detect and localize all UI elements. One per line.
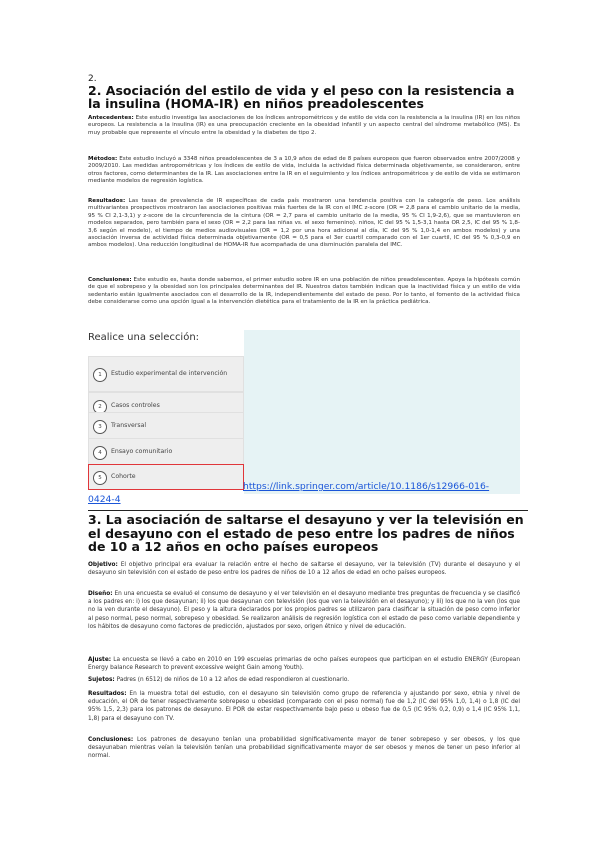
selection-prompt: Realice una selección: xyxy=(88,332,200,343)
ajuste-label: Ajuste: xyxy=(88,657,112,663)
metodos-text: Este estudio incluyó a 3348 niños preadolescentes de 3 a 10,9 años de edad de 8 países europeos que fueron observados entre 2007/2008 y 2009/2010. Las medidas antropométricas y los índices de estilo de vida, incluida la actividad física determinada objetivamente, se consideraron, entre otros factores, como determinantes de la IR. Las asociaciones entre la IR en el seguimiento y los índices antropométricos y de estilo de vida se estimaron mediante modelos de regresión logística. xyxy=(88,156,520,185)
option-label: Transversal xyxy=(111,422,147,429)
conclusiones-label: Conclusiones: xyxy=(88,737,134,743)
diseno-label: Diseño: xyxy=(88,591,113,597)
option-5-selected[interactable] xyxy=(88,464,244,490)
option-number: 3 xyxy=(93,420,107,434)
option-number: 1 xyxy=(93,368,107,382)
antecedentes-label: Antecedentes: xyxy=(88,115,134,121)
option-label: Cohorte xyxy=(111,473,136,480)
option-label: Casos controles xyxy=(111,402,160,409)
option-number: 2 xyxy=(93,400,107,414)
section3-ajuste xyxy=(88,656,520,672)
option-3[interactable] xyxy=(88,412,244,440)
diseno-text: En una encuesta se evaluó el consumo de desayuno y el ver televisión en el desayuno mediante tres preguntas de frecuencia y se clasificó a los padres en: i) los que desayunan; ii) los que desayunan con televisión (los que ven la televisión en el desayuno); y iii) los que no la ven (los que no la ven durante el desayuno). El peso y la altura declarados por los propios padres se utilizaron para clasificar la situación de peso como inferior al peso normal, peso normal, sobrepeso y obesidad. Se realizaron análisis de regresión logística con el estado de peso como variable dependiente y los hábitos de desayuno como factores de predicción, ajustados por sexo, origen étnico y nivel de educación. xyxy=(88,591,520,630)
option-label: Estudio experimental de intervención xyxy=(111,370,228,377)
source-link[interactable]: https://link.springer.com/article/10.1186/s12966-016- xyxy=(243,481,490,492)
section-divider xyxy=(88,510,528,511)
source-link-continued[interactable]: 0424-4 xyxy=(88,494,121,505)
section2-resultados xyxy=(88,198,520,250)
section3-diseno xyxy=(88,590,520,631)
options-column xyxy=(88,330,244,494)
section2-conclusiones xyxy=(88,277,520,307)
resultados-text: En la muestra total del estudio, con el desayuno sin televisión como grupo de referencia y ajustando por sexo, etnia y nivel de educación, el OR de tener respectivamente sobrepeso u obesidad (comparado con el peso normal) fue de 1,2 (IC del 95% 1,0, 1,4) o 1,8 (IC del 95% 1,5, 2,3) para los patrones de desayuno. El POR de estar respectivamente bajo peso u obeso fue de 0,5 (IC 95% 0,2, 0,9) o 1,4 (IC 95% 1,1, 1,8) para el desayuno con TV. xyxy=(88,691,520,722)
option-4[interactable] xyxy=(88,438,244,466)
section3-conclusiones xyxy=(88,736,520,761)
sujetos-label: Sujetos: xyxy=(88,677,115,683)
conclusiones-text: Los patrones de desayuno tenían una probabilidad significativamente mayor de tener sobrepeso y ser obesos, y los que desayunaban mientras veían la televisión tenían una probabilidad significativamente mayor de ser obesos y menos de tener un peso inferior al normal. xyxy=(88,737,520,760)
page-number: 2. xyxy=(88,74,97,84)
option-number: 5 xyxy=(93,471,107,485)
section3-objetivo xyxy=(88,561,520,577)
ajuste-text: La encuesta se llevó a cabo en 2010 en 199 escuelas primarias de ocho países europeos que participan en el estudio ENERGY (European Energy balance Research to prevent excessive weight Gain among Youth). xyxy=(88,657,520,672)
sujetos-text: Padres (n 6512) de niños de 10 a 12 años de edad respondieron al cuestionario. xyxy=(114,677,350,683)
section2-metodos xyxy=(88,156,520,186)
antecedentes-text: Este estudio investiga las asociaciones de los índices antropométricos y de estilo de vida con la resistencia a la insulina (IR) en los niños europeos. La resistencia a la insulina (IR) es una preocupación creciente en la obesidad infantil y un aspecto central del síndrome metabólico (MS). Es muy probable que represente el vínculo entre la obesidad y la diabetes de tipo 2. xyxy=(88,115,520,136)
resultados-label: Resultados: xyxy=(88,691,127,697)
section3-resultados xyxy=(88,690,520,723)
conclusiones-text: Este estudio es, hasta donde sabemos, el primer estudio sobre IR en una población de niños preadolescentes. Apoya la hipótesis común de que el sobrepeso y la obesidad son los principales determinantes del IR. Nuestros datos también indican que la inactividad física y un estilo de vida sedentario están igualmente asociados con el desarrollo de la IR, independientemente del estado de peso. Por lo tanto, el fomento de la actividad física debe considerarse como una opción igual a la intervención dietética para el tratamiento de la IR en la práctica pediátrica. xyxy=(88,277,520,306)
section3-title: 3. La asociación de saltarse el desayuno y ver la televisión en el desayuno con el estado de peso entre los padres de niños de 10 a 12 años en ocho países europeos xyxy=(88,512,524,554)
objetivo-text: El objetivo principal era evaluar la relación entre el hecho de saltarse el desayuno, ver la televisión (TV) durante el desayuno y el desayuno sin televisión con el estado de peso entre los padres de niños de 10 a 12 años de edad en ocho países europeos. xyxy=(88,562,520,577)
section3-sujetos xyxy=(88,676,520,684)
option-1[interactable] xyxy=(88,356,244,392)
answer-panel xyxy=(88,330,520,494)
option-label: Ensayo comunitario xyxy=(111,448,173,455)
metodos-label: Métodos: xyxy=(88,156,118,162)
option-number: 4 xyxy=(93,446,107,460)
conclusiones-label: Conclusiones: xyxy=(88,277,132,283)
objetivo-label: Objetivo: xyxy=(88,562,118,568)
section2-title: 2. Asociación del estilo de vida y el peso con la resistencia a la insulina (HOMA-IR) en niños preadolescentes xyxy=(88,83,515,111)
section2-antecedentes xyxy=(88,115,520,137)
resultados-text: Las tasas de prevalencia de IR específicas de cada país mostraron una tendencia positiva con la categoría de peso. Los análisis multivariantes prospectivos mostraron las asociaciones positivas más fuertes de la IR con el IMC z-score (OR = 2,8 para el cambio unitario de la media, 95 % CI 2,1-3,1) y z-score de la circunferencia de la cintura (OR = 2,7 para el cambio unitario de la media, 95 % CI 1,9-2,6), que se mantuvieron en modelos separados, pero también para el sexo (OR = 2,2 para las niñas vs. el sexo femenino). niños, IC del 95 % 1,5-3,1 hasta OR 2,5, IC del 95 % 1,8-3,6 según el modelo), el tiempo de medios audiovisuales (OR = 1,2 por una hora adicional al día, IC del 95 % 1,0-1,4 en ambos modelos) y una asociación inversa de actividad física determinada objetivamente (OR = 0,5 para el 3er cuartil comparado con el 1er cuartil, IC del 95 % 0,3-0,9 en ambos modelos). Una reducción longitudinal de HOMA-IR fue acompañada de una disminución paralela del IMC. xyxy=(88,198,520,249)
resultados-label: Resultados: xyxy=(88,198,126,204)
